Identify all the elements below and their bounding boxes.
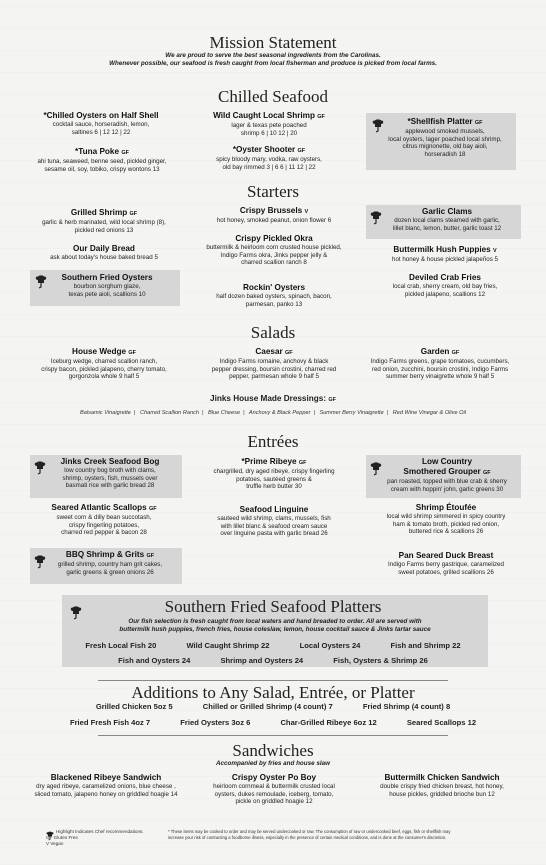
- menu-item-southern-fried-oysters: Southern Fried Oysters bourbon sorghum glaze, texas pete aioli, scallions 10: [61, 273, 153, 298]
- menu-item-buttermilk-chicken-sandwich: Buttermilk Chicken Sandwich double crispy fried chicken breast, hot honey, house pickles, griddled brioche bun 12: [380, 773, 504, 798]
- dressings-list: Balsamic Vinaigrette | Charred Scallion Ranch | Blue Cheese | Anchovy & Black Pepper | Summer Berry Vinaigrette | Red Wine Vinegar & Olive Oil: [80, 410, 466, 416]
- footer-legend: [46, 829, 176, 848]
- platter-item: Wild Caught Shrimp 22: [186, 641, 270, 650]
- menu-item-prime-ribeye: *Prime Ribeye GF chargrilled, dry aged ribeye, crispy fingerling potatoes, sautéed greens & truffle herb butter 30: [213, 457, 335, 491]
- dressing-item: Balsamic Vinaigrette: [80, 410, 131, 416]
- dressing-item: Summer Berry Vinaigrette: [319, 410, 384, 416]
- dressing-item: Red Wine Vinegar & Olive Oil: [392, 410, 466, 416]
- menu-item-garlic-clams: Garlic Clams dozen local clams steamed with garlic, lillet blanc, lemon, butter, garlic toast 12: [392, 207, 502, 232]
- menu-item-pickled-okra: Crispy Pickled Okra buttermilk & heirloom corn crusted house pickled, Indigo Farms okra, Jinks pepper jelly & charred scallion ranch 8: [206, 234, 342, 267]
- addition-item: Fried Oysters 3oz 6: [180, 718, 251, 727]
- menu-item-crispy-brussels: Crispy Brussels V hot honey, smoked peanut, onion flower 6: [216, 206, 332, 224]
- menu-item-shrimp-etoufee: Shrimp Étoufée local wild shrimp simmered in spicy country ham & tomato broth, pickled red onion, buttered rice & scallions 26: [386, 503, 506, 536]
- additions-row-1: [0, 702, 546, 711]
- platters-description: Our fish selection is fresh caught from local waters and hand breaded to order. All are served with buttermilk hush puppies, french fries, house coleslaw, lemon, house cocktail sauce & Jinks tartar sauce: [119, 618, 431, 633]
- additions-title: Additions to Any Salad, Entrée, or Platter: [131, 683, 415, 702]
- platter-item: Fish, Oysters & Shrimp 26: [333, 656, 428, 665]
- salads-title: Salads: [250, 323, 296, 342]
- menu-item-chilled-oysters: *Chilled Oysters on Half Shell cocktail sauce, horseradish, lemon, saltines 6 | 12 12 | 22: [43, 111, 159, 136]
- menu-item-oyster-po-boy: Crispy Oyster Po Boy heirloom cornmeal & buttermilk crusted local oysters, dukes remoulade, iceberg, tomato, pickle on griddled hoagie 12: [213, 773, 335, 806]
- menu-item-rockin-oysters: Rockin' Oysters half dozen baked oysters, spinach, bacon, parmesan, panko 13: [216, 283, 332, 308]
- addition-item: Fried Shrimp (4 count) 8: [362, 702, 451, 711]
- entrees-title: Entrées: [247, 432, 299, 451]
- menu-item-seafood-bog: Jinks Creek Seafood Bog low country bog broth with clams, shrimp, oysters, fish, mussels over basmati rice with garlic bread 28: [60, 457, 160, 490]
- platters-title: Southern Fried Seafood Platters: [164, 597, 382, 616]
- addition-item: Chilled or Grilled Shrimp (4 count) 7: [202, 702, 333, 711]
- menu-item-atlantic-scallops: Seared Atlantic Scallops GF sweet corn & dilly bean succotash, crispy fingerling potatoes, charred red pepper & bacon 28: [51, 503, 157, 537]
- mission-title: Mission Statement: [209, 33, 337, 52]
- addition-item: Grilled Chicken 5oz 5: [95, 702, 173, 711]
- legend-chef: Highlight Indicates Chef recommendations.: [56, 829, 144, 834]
- menu-item-house-wedge: House Wedge GF Iceburg wedge, charred scallion ranch, crispy bacon, pickled jalapeno, cherry tomato, gorgonzola whole 9 half 5: [41, 347, 167, 381]
- menu-item-smothered-grouper: Low Country Smothered Grouper GF pan roasted, topped with blue crab & sherry cream with hoppin' john, garlic greens 30: [387, 457, 507, 493]
- menu-item-duck-breast: Pan Seared Duck Breast Indigo Farms berry gastrique, caramelized sweet potatoes, grilled scallions 26: [388, 551, 504, 576]
- platter-item: Fresh Local Fish 20: [85, 641, 157, 650]
- menu-item-tuna-poke: *Tuna Poke GF ahi tuna, seaweed, benne seed, pickled ginger, sesame oil, soy, tobiko, crispy wontons 13: [37, 147, 167, 173]
- menu-item-shellfish-platter: *Shellfish Platter GF applewood smoked mussels, local oysters, lager poached local shrimp, citrus mignonette, old bay aioli, horseradish 18: [388, 117, 502, 158]
- footer-disclaimer: * These items may be cooked to order and may be served undercooked or raw. The consumption of raw or undercooked beef, eggs, fish or shellfish may increase your risk of contracting a foodborne illness, especially in the presence of certain medical conditions, and is done at the consumer's discretion.: [168, 829, 451, 840]
- platter-item: Local Oysters 24: [299, 641, 361, 650]
- menu-item-crab-fries: Deviled Crab Fries local crab, sherry cream, old bay fries, pickled jalapeno, scallions 12: [392, 273, 498, 298]
- menu-item-garden: Garden GF Indigo Farms greens, grape tomatoes, cucumbers, red onion, zucchini, boursin crostini, Indigo Farms summer berry vinaigrette whole 9 half 5: [370, 347, 510, 381]
- chilled-title: Chilled Seafood: [217, 87, 328, 106]
- addition-item: Seared Scallops 12: [406, 718, 477, 727]
- menu-item-oyster-shooter: *Oyster Shooter GF spicy bloody mary, vodka, raw oysters, old bay rimmed 3 | 6 6 | 11 12 | 22: [216, 145, 322, 171]
- platters-row-1: [0, 641, 546, 650]
- menu-item-grilled-shrimp: Grilled Shrimp GF garlic & herb marinated, wild local shrimp (8), pickled red onions 13: [42, 208, 166, 234]
- starters-title: Starters: [247, 182, 299, 201]
- platter-item: Shrimp and Oysters 24: [220, 656, 304, 665]
- menu-item-hush-puppies: Buttermilk Hush Puppies V hot honey & house pickled jalapeños 5: [392, 245, 498, 263]
- dressing-item: Charred Scallion Ranch: [139, 410, 200, 416]
- legend-gluten-free: GF Gluten Free: [46, 835, 78, 841]
- platter-item: Fish and Shrimp 22: [390, 641, 461, 650]
- menu-item-blackened-ribeye-sandwich: Blackened Ribeye Sandwich dry aged ribeye, caramelized onions, blue cheese , sliced tomato, jalapeno honey on griddled hoagie 14: [34, 773, 178, 798]
- dressings-heading: Jinks House Made Dressings: GF: [210, 394, 336, 403]
- menu-item-daily-bread: Our Daily Bread ask about today's house baked bread 5: [50, 244, 158, 261]
- dressing-item: Blue Cheese: [208, 410, 241, 416]
- sandwiches-title: Sandwiches Accompanied by fries and house slaw: [0, 742, 546, 768]
- dressing-item: Anchovy & Black Pepper: [248, 410, 311, 416]
- menu-item-caesar: Caesar GF Indigo Farms romaine, anchovy & black pepper dressing, boursin crostini, charred red pepper, parmesan whole 9 half 5: [211, 347, 337, 381]
- mission-line-2: Whenever possible, our seafood is fresh caught from local fisherman and produce is picked from local farms.: [109, 60, 437, 67]
- addition-item: Char-Grilled Ribeye 6oz 12: [280, 718, 377, 727]
- platter-item: Fish and Oysters 24: [118, 656, 191, 665]
- menu-item-seafood-linguine: Seafood Linguine sauteed wild shrimp, clams, mussels, fish with lillet blanc & seafood cream sauce over linguine pasta with garlic bread 26: [217, 505, 331, 538]
- mission-line-1: We are proud to serve the best seasonal ingredients from the Carolinas.: [165, 52, 381, 59]
- menu-item-bbq-shrimp-grits: BBQ Shrimp & Grits GF grilled shrimp, country ham grit cakes, garlic greens & green onions 26: [57, 550, 163, 576]
- additions-divider-top: [98, 680, 448, 681]
- additions-row-2: [0, 718, 546, 727]
- menu-item-local-shrimp: Wild Caught Local Shrimp GF lager & texas pete poached shrimp 6 | 10 12 | 20: [213, 111, 325, 137]
- platters-row-2: [0, 656, 546, 665]
- sandwiches-subtitle: Accompanied by fries and house slaw: [215, 760, 331, 767]
- mission-section: [0, 34, 546, 68]
- additions-divider-bottom: [98, 735, 448, 736]
- legend-vegan: V Vegan: [46, 841, 64, 847]
- addition-item: Fried Fresh Fish 4oz 7: [69, 718, 151, 727]
